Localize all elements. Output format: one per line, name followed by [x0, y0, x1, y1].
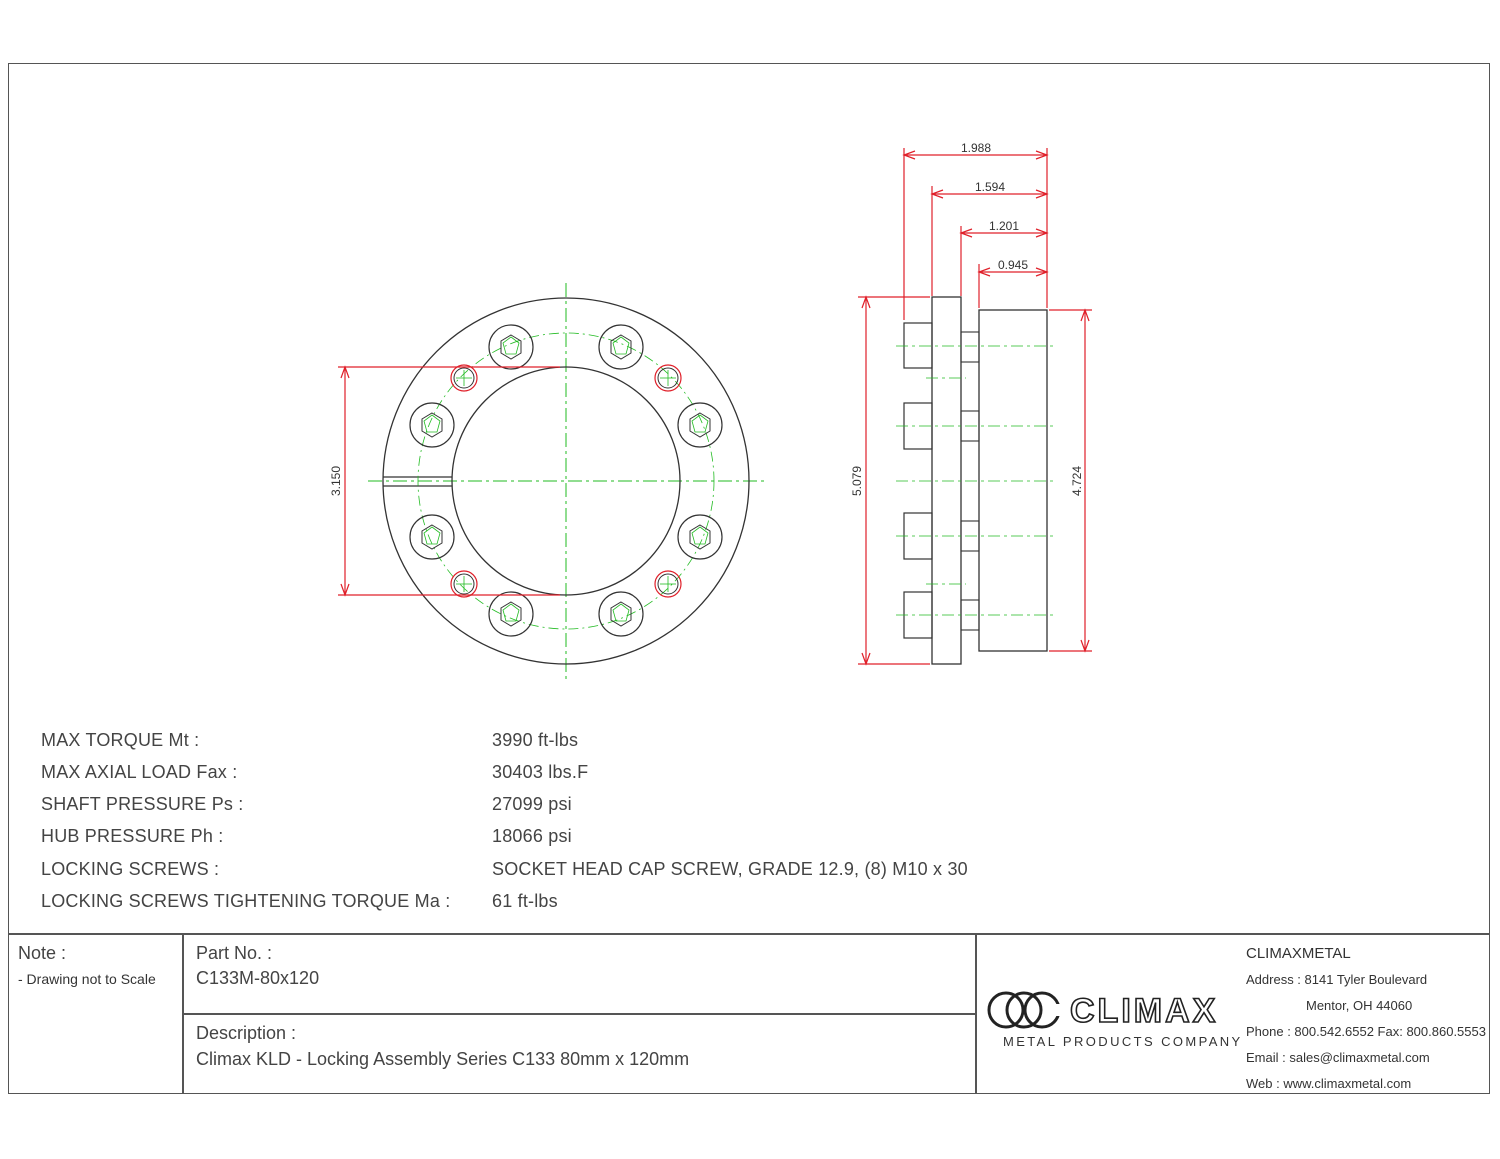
dim-1988-label: 1.988	[960, 141, 992, 155]
inner-diameter-label: 3.150	[329, 465, 343, 497]
company-address-line1: Address : 8141 Tyler Boulevard	[1246, 972, 1428, 987]
note-label: Note :	[18, 943, 67, 963]
outer-diameter-label: 5.079	[850, 465, 864, 497]
spec-value: 30403 lbs.F	[492, 762, 589, 782]
screw-head	[410, 403, 454, 447]
part-number-value: C133M-80x120	[196, 968, 320, 988]
screw-head	[599, 592, 643, 636]
part-number-label: Part No. :	[196, 943, 273, 963]
company-email[interactable]: Email : sales@climaxmetal.com	[1246, 1050, 1430, 1065]
hub-body	[979, 310, 1047, 651]
spec-value: 61 ft-lbs	[492, 891, 558, 911]
hub-diameter-label: 4.724	[1070, 465, 1084, 497]
description-label: Description :	[196, 1023, 297, 1043]
spec-value: 18066 psi	[492, 826, 572, 846]
dim-1201-label: 1.201	[988, 219, 1020, 233]
outer-diameter-dimension	[858, 297, 930, 664]
side-centerlines	[896, 346, 1056, 615]
spec-label: LOCKING SCREWS :	[41, 859, 220, 879]
screw-head	[678, 515, 722, 559]
company-website[interactable]: Web : www.climaxmetal.com	[1246, 1076, 1412, 1091]
logo-rings-icon	[986, 988, 1076, 1032]
note-text: - Drawing not to Scale	[18, 971, 156, 987]
title-block-divider	[182, 1013, 976, 1015]
spec-value: 27099 psi	[492, 794, 572, 814]
spec-label: MAX TORQUE Mt :	[41, 730, 200, 750]
logo-text: CLIMAX	[1070, 992, 1219, 1030]
side-screw-head	[904, 323, 932, 368]
screw-head	[599, 325, 643, 369]
company-address-line2: Mentor, OH 44060	[1306, 998, 1413, 1013]
spec-label: SHAFT PRESSURE Ps :	[41, 794, 244, 814]
spec-value: SOCKET HEAD CAP SCREW, GRADE 12.9, (8) M10 x 30	[492, 859, 968, 879]
spec-label: LOCKING SCREWS TIGHTENING TORQUE Ma :	[41, 891, 451, 911]
jack-hole	[655, 571, 681, 597]
description-value: Climax KLD - Locking Assembly Series C133 80mm x 120mm	[196, 1049, 690, 1069]
dim-1594-label: 1.594	[974, 180, 1006, 194]
company-phone: Phone : 800.542.6552 Fax: 800.860.5553	[1246, 1024, 1486, 1039]
logo-subtitle: METAL PRODUCTS COMPANY	[1003, 1034, 1243, 1049]
title-block-top-border	[8, 933, 1490, 935]
dim-0945-label: 0.945	[997, 258, 1029, 272]
length-dimensions	[904, 148, 1047, 320]
jack-hole	[451, 365, 477, 391]
screw-head	[489, 325, 533, 369]
spec-label: MAX AXIAL LOAD Fax :	[41, 762, 238, 782]
flange-body	[932, 297, 961, 664]
company-name: CLIMAXMETAL	[1246, 945, 1351, 962]
spec-value: 3990 ft-lbs	[492, 730, 579, 750]
screw-head	[410, 515, 454, 559]
jack-hole	[451, 571, 477, 597]
front-view	[329, 283, 766, 680]
side-view	[850, 141, 1092, 664]
screw-head	[489, 592, 533, 636]
screw-head	[678, 403, 722, 447]
jack-hole	[655, 365, 681, 391]
spec-label: HUB PRESSURE Ph :	[41, 826, 224, 846]
